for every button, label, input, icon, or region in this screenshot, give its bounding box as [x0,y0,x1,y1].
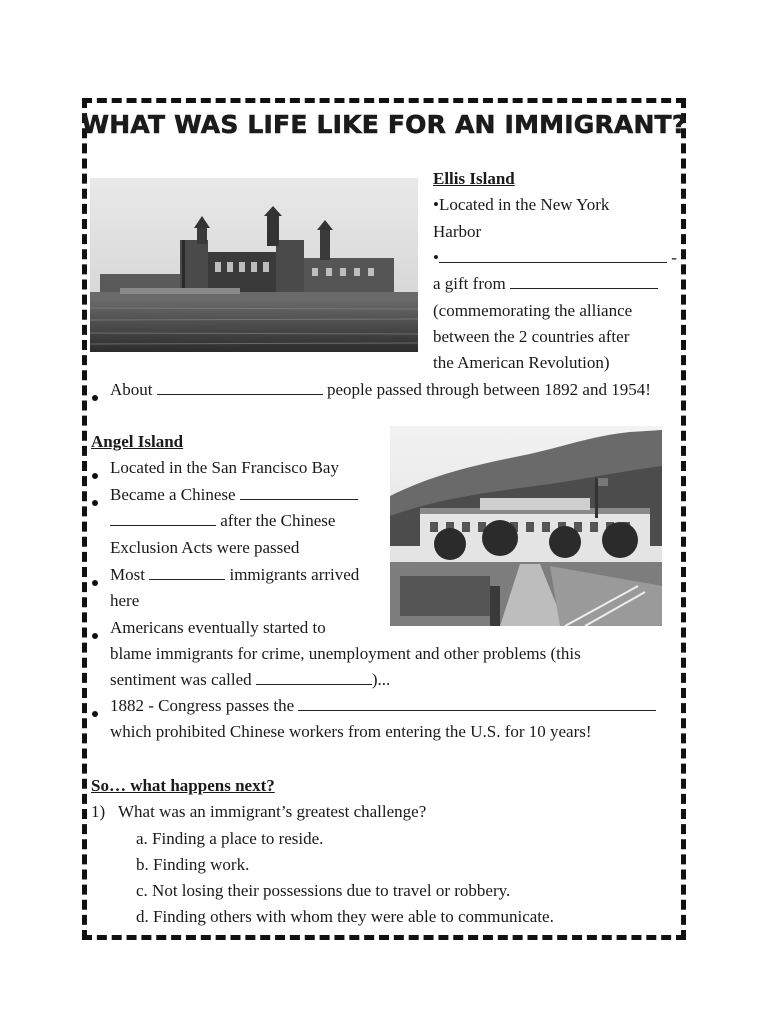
bullet-icon [92,388,98,406]
angel-bullet-2 [110,482,358,508]
ellis-line-4 [433,271,658,297]
angel-bullet-1: Located in the San Francisco Bay [110,458,339,477]
ellis-heading: Ellis Island [433,169,515,188]
ellis-line-6: between the 2 countries after [433,327,630,346]
bullet-4-suffix: )... [371,670,391,689]
answer-blank[interactable] [298,693,656,711]
angel-bullet-5-line-2: which prohibited Chinese workers from entering the U.S. for 10 years! [110,722,592,741]
bullet-4-prefix: sentiment was called [110,670,252,689]
angel-bullet-4-line-3 [110,667,390,693]
ellis-line-1: •Located in the New York [433,195,610,214]
bullet-icon [92,493,98,511]
dash-char: - [671,248,677,267]
angel-island-photo [390,426,662,626]
answer-blank[interactable] [149,562,225,580]
next-heading: So… what happens next? [91,776,275,795]
bullet-3-suffix: immigrants arrived [229,565,360,584]
ellis-line-5: (commemorating the alliance [433,301,633,320]
angel-bullet-5 [110,693,656,719]
about-line [110,377,651,403]
angel-bullet-2-line-3: Exclusion Acts were passed [110,538,300,557]
angel-bullet-4: Americans eventually started to [110,618,326,637]
option-c[interactable]: c. Not losing their possessions due to travel or robbery. [136,881,511,900]
bullet-2-prefix: Became a Chinese [110,485,236,504]
page-title: WHAT WAS LIFE LIKE FOR AN IMMIGRANT? [81,110,687,139]
angel-bullet-3 [110,562,359,588]
about-suffix: people passed through between 1892 and 1954! [327,380,651,399]
answer-blank[interactable] [240,482,358,500]
bullet-icon [92,573,98,591]
bullet-icon [92,704,98,722]
bullet-icon [92,466,98,484]
bullet-3-prefix: Most [110,565,145,584]
ellis-line-3 [433,245,677,271]
answer-blank[interactable] [256,667,372,685]
option-a[interactable]: a. Finding a place to reside. [136,829,324,848]
question-text: What was an immigrant’s greatest challenge? [118,802,427,821]
bullet-5-prefix: 1882 - Congress passes the [110,696,295,715]
bullet-2-suffix: after the Chinese [220,511,336,530]
about-prefix: About [110,380,153,399]
bullet-icon [92,626,98,644]
angel-bullet-3-line-2: here [110,591,140,610]
gift-from-text: a gift from [433,274,506,293]
option-b[interactable]: b. Finding work. [136,855,250,874]
angel-bullet-2-line-2 [110,508,335,534]
answer-blank[interactable] [157,377,323,395]
answer-blank[interactable] [110,508,216,526]
answer-blank[interactable] [510,271,658,289]
angel-heading: Angel Island [91,432,184,451]
answer-blank[interactable] [439,245,667,263]
option-d[interactable]: d. Finding others with whom they were able to communicate. [136,907,554,926]
bullet-char: • [433,248,439,267]
question-number: 1) [91,802,106,821]
ellis-line-2: Harbor [433,222,482,241]
ellis-line-7: the American Revolution) [433,353,610,372]
angel-bullet-4-line-2: blame immigrants for crime, unemployment and other problems (this [110,644,581,663]
ellis-island-photo [90,178,418,352]
